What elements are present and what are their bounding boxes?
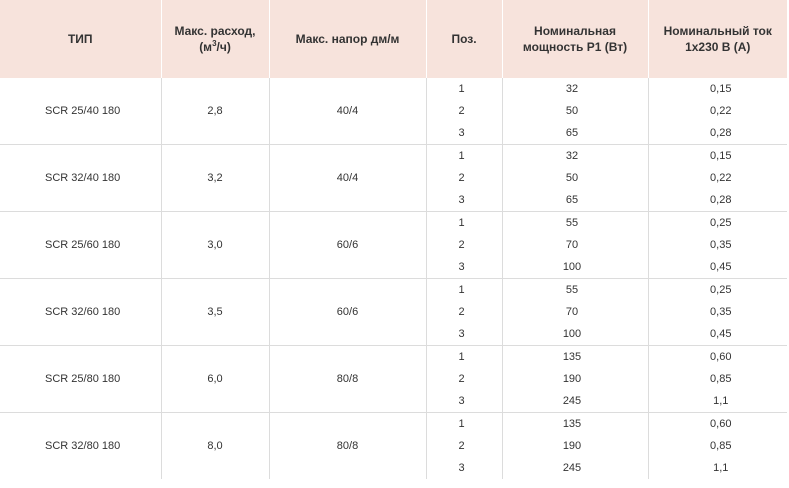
flow-cell: 8,0 [161,413,269,480]
header-type-label: ТИП [67,32,93,46]
pos-cell: 1 [458,83,465,95]
current-cell: 0,35 [648,301,787,323]
current-cell: 0,60 [648,346,787,369]
pos-cell: 2 [458,306,465,318]
table-body [0,78,787,479]
pos-cell: 2 [458,373,465,385]
power-cell: 55 [502,279,648,302]
power-cell: 190 [502,435,648,457]
header-current [648,0,787,78]
power-cell: 135 [502,346,648,369]
pos-cell: 3 [458,462,465,474]
header-power [502,0,648,78]
type-cell: SCR 25/60 180 [0,212,161,279]
header-power-line2: мощность P1 (Вт) [522,40,628,54]
current-cell: 0,25 [648,212,787,235]
header-current-line2: 1x230 В (А) [685,40,751,54]
current-cell: 0,15 [648,145,787,168]
current-cell: 0,45 [648,323,787,346]
pos-cell: 2 [458,239,465,251]
power-cell: 32 [502,78,648,100]
pos-cell: 3 [458,261,465,273]
type-cell: SCR 25/80 180 [0,346,161,413]
table-row [0,145,787,168]
power-cell: 50 [502,100,648,122]
pos-cell: 2 [458,440,465,452]
current-cell: 0,85 [648,368,787,390]
power-cell: 245 [502,457,648,479]
current-cell: 0,85 [648,435,787,457]
header-type [0,0,161,78]
pos-cell: 1 [426,212,502,235]
power-cell: 70 [502,234,648,256]
current-cell: 1,1 [648,390,787,413]
power-cell: 190 [502,368,648,390]
flow-cell: 6,0 [161,346,269,413]
header-pos [426,0,502,78]
pos-cell: 3 [458,127,465,139]
power-cell: 55 [502,212,648,235]
header-pos-label: Поз. [451,32,477,46]
header-flow-line1: Макс. расход, [174,24,256,38]
pos-cell: 1 [426,413,502,436]
power-cell: 100 [502,323,648,346]
power-cell: 65 [502,189,648,212]
head-cell: 60/6 [269,212,426,279]
pos-cell: 1 [426,279,502,302]
current-cell: 0,15 [648,78,787,100]
head-cell: 40/4 [269,78,426,145]
current-cell: 0,45 [648,256,787,279]
head-cell: 80/8 [269,413,426,480]
header-flow-unit-post: /ч) [216,40,231,54]
flow-cell: 3,5 [161,279,269,346]
flow-cell: 3,2 [161,145,269,212]
power-cell: 135 [502,413,648,436]
table-row [0,413,787,436]
header-power-line1: Номинальная [534,24,616,38]
header-row [0,0,787,78]
pos-cell: 1 [426,346,502,369]
table-row [0,212,787,235]
table-row [0,279,787,302]
pos-cell: 3 [458,328,465,340]
current-cell: 0,22 [648,167,787,189]
flow-cell: 2,8 [161,78,269,145]
pos-cell: 2 [458,172,465,184]
power-cell: 65 [502,122,648,145]
current-cell: 0,22 [648,100,787,122]
power-cell: 70 [502,301,648,323]
header-flow [161,0,269,78]
table-row [0,346,787,369]
table-row [0,78,787,100]
current-cell: 0,60 [648,413,787,436]
type-cell: SCR 32/60 180 [0,279,161,346]
type-cell: SCR 25/40 180 [0,78,161,145]
power-cell: 50 [502,167,648,189]
header-current-line1: Номинальный ток [663,24,772,38]
current-cell: 1,1 [648,457,787,479]
header-head [269,0,426,78]
header-flow-unit-sup: 3 [212,39,217,48]
pos-cell: 3 [458,395,465,407]
power-cell: 245 [502,390,648,413]
current-cell: 0,25 [648,279,787,302]
head-cell: 40/4 [269,145,426,212]
current-cell: 0,28 [648,189,787,212]
pos-cell: 2 [458,105,465,117]
type-cell: SCR 32/40 180 [0,145,161,212]
type-cell: SCR 32/80 180 [0,413,161,480]
pos-cell: 1 [426,145,502,168]
current-cell: 0,28 [648,122,787,145]
pos-cell: 3 [458,194,465,206]
power-cell: 32 [502,145,648,168]
current-cell: 0,35 [648,234,787,256]
head-cell: 60/6 [269,279,426,346]
head-cell: 80/8 [269,346,426,413]
flow-cell: 3,0 [161,212,269,279]
table-header [0,0,787,78]
power-cell: 100 [502,256,648,279]
header-flow-unit-pre: (м [199,40,213,54]
header-head-label: Макс. напор дм/м [295,32,400,46]
